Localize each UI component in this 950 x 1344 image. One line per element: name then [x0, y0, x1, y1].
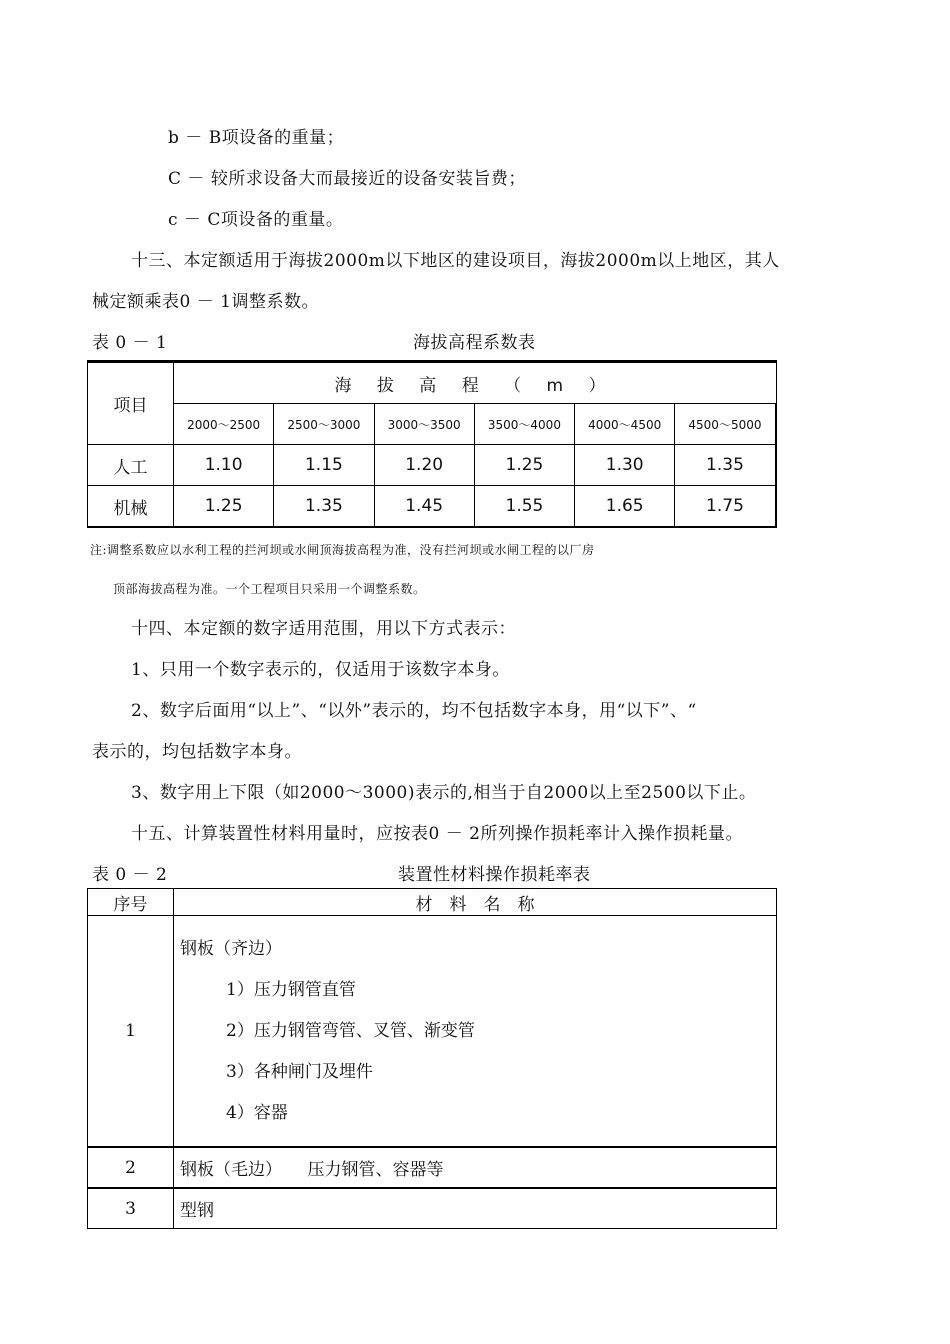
range-cell: 2000～2500	[174, 404, 274, 445]
range-cell: 2500～3000	[274, 404, 374, 445]
value-cell: 1.35	[675, 445, 775, 486]
range-cell: 4500～5000	[675, 404, 775, 445]
material-line: 1）压力钢管直管	[226, 979, 356, 1000]
table-row	[88, 445, 777, 486]
text-line-c: c － C项设备的重量。	[168, 210, 344, 230]
value-cell	[775, 445, 776, 486]
value-cell: 1.55	[474, 486, 574, 528]
material-name-cell	[174, 916, 777, 1148]
row-label: 机械	[88, 486, 174, 528]
range-cell: 4000～4500	[575, 404, 675, 445]
paragraph-13-cont: 械定额乘表0 － 1调整系数。	[92, 292, 319, 312]
range-cell: 3000～3500	[374, 404, 474, 445]
table2-title: 装置性材料操作损耗率表	[398, 865, 591, 885]
text-line-b: b － B项设备的重量；	[168, 128, 345, 148]
table-row	[88, 1188, 777, 1229]
row-label: 人工	[88, 445, 174, 486]
paragraph-14-item2-cont: 表示的，均包括数字本身。	[92, 742, 302, 762]
value-cell	[775, 486, 776, 528]
paragraph-13: 十三、本定额适用于海拔2000m以下地区的建设项目，海拔2000m以上地区，其人	[131, 251, 780, 271]
paragraph-14-item2: 2、数字后面用“以上”、“以外”表示的，均不包括数字本身，用“以下”、“	[131, 701, 697, 721]
row-number: 3	[88, 1188, 174, 1229]
material-name-cell: 型钢	[174, 1188, 777, 1229]
value-cell: 1.35	[274, 486, 374, 528]
value-cell: 1.45	[374, 486, 474, 528]
value-cell: 1.75	[675, 486, 775, 528]
material-line: 3）各种闸门及埋件	[226, 1061, 373, 1082]
value-cell: 1.20	[374, 445, 474, 486]
row-header-cell: 项目	[88, 362, 174, 445]
material-loss-table	[87, 888, 777, 1229]
paragraph-14-item1: 1、只用一个数字表示的，仅适用于该数字本身。	[131, 660, 510, 680]
table1-note-line1: 注:调整系数应以水利工程的拦河坝或水闸顶海拔高程为准，没有拦河坝或水闸工程的以厂房	[90, 543, 595, 557]
text-line-C: C － 较所求设备大而最接近的设备安装旨费；	[168, 169, 526, 189]
material-line: 4）容器	[226, 1102, 288, 1123]
value-cell: 1.15	[274, 445, 374, 486]
value-cell: 1.25	[474, 445, 574, 486]
value-cell: 1.10	[174, 445, 274, 486]
material-name-cell: 钢板（毛边） 压力钢管、容器等	[174, 1147, 777, 1188]
range-cell	[775, 404, 776, 445]
col-header-name: 材 料 名 称	[174, 889, 777, 916]
table2-label: 表 0 － 2	[92, 865, 168, 885]
material-line: 钢板（齐边）	[180, 938, 282, 959]
paragraph-14: 十四、本定额的数字适用范围，用以下方式表示：	[131, 619, 516, 639]
table-row	[88, 486, 777, 528]
row-number: 1	[88, 916, 174, 1148]
paragraph-14-item3: 3、数字用上下限（如2000～3000)表示的,相当于自2000以上至2500以下止。	[131, 783, 757, 803]
material-line: 2）压力钢管弯管、叉管、渐变管	[226, 1020, 475, 1041]
table-row	[88, 1147, 777, 1188]
col-header-no: 序号	[88, 889, 174, 916]
group-header-cell: 海 拔 高 程 （ m ）	[174, 362, 777, 404]
table1-note-line2: 顶部海拔高程为准。一个工程项目只采用一个调整系数。	[113, 582, 426, 596]
altitude-coefficient-table	[87, 360, 777, 528]
range-cell: 3500～4000	[474, 404, 574, 445]
paragraph-15: 十五、计算装置性材料用量时，应按表0 － 2所列操作损耗率计入操作损耗量。	[131, 824, 743, 844]
table1-label: 表 0 － 1	[92, 333, 168, 353]
value-cell: 1.25	[174, 486, 274, 528]
value-cell: 1.65	[575, 486, 675, 528]
row-number: 2	[88, 1147, 174, 1188]
table-row	[88, 916, 777, 1148]
table1-title: 海拔高程系数表	[413, 333, 536, 353]
value-cell: 1.30	[575, 445, 675, 486]
